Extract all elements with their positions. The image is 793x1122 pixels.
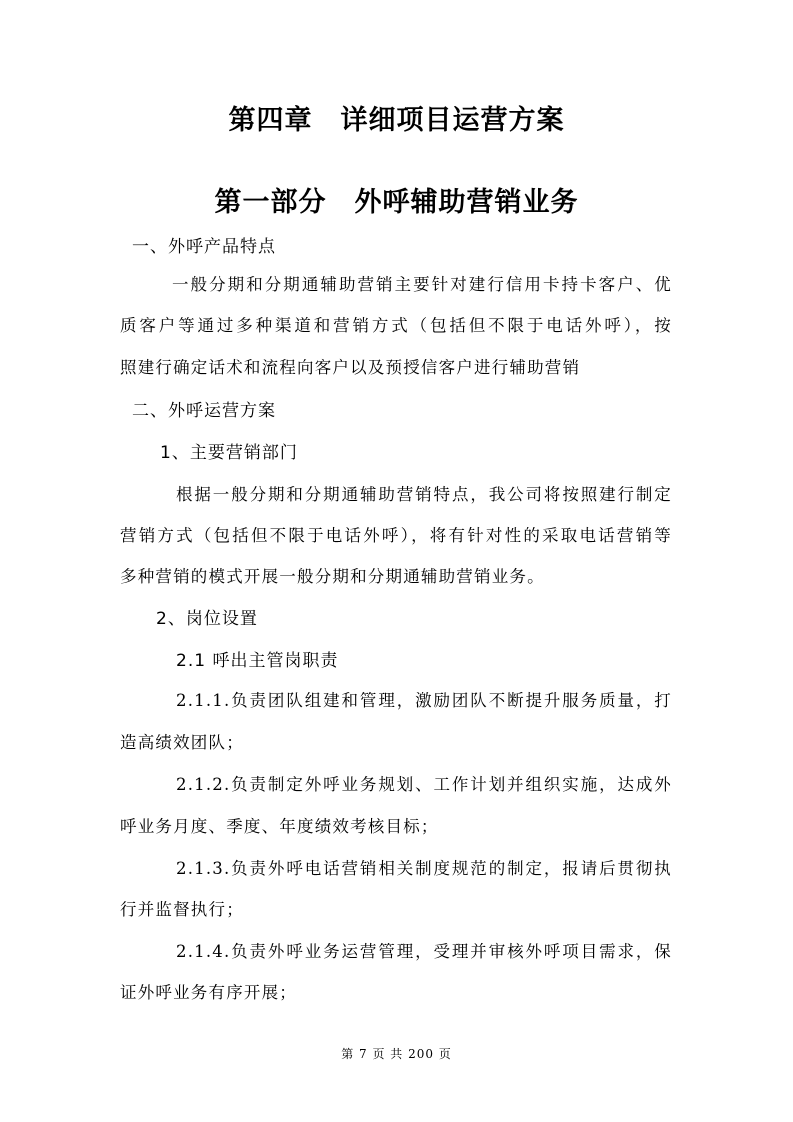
subsection-heading: 2、岗位设置 (156, 609, 258, 629)
list-item-line: 2.1.1.负责团队组建和管理，激励团队不断提升服务质量，打 (176, 691, 672, 710)
list-item-line: 行并监督执行； (120, 900, 244, 919)
page-footer: 第 7 页 共 200 页 (341, 1047, 452, 1061)
part-title: 第一部分 外呼辅助营销业务 (214, 187, 579, 218)
subsection-heading: 1、主要营销部门 (160, 443, 298, 463)
list-item-line: 2.1.3.负责外呼电话营销相关制度规范的制定，报请后贯彻执 (176, 859, 672, 878)
paragraph-line: 质客户等通过多种渠道和营销方式（包括但不限于电话外呼），按 (120, 316, 672, 335)
list-item-line: 2.1.2.负责制定外呼业务规划、工作计划并组织实施，达成外 (176, 775, 672, 794)
list-item-line: 2.1.4.负责外呼业务运营管理，受理并审核外呼项目需求，保 (176, 942, 672, 961)
paragraph-line: 根据一般分期和分期通辅助营销特点，我公司将按照建行制定 (176, 485, 672, 504)
paragraph-line: 营销方式（包括但不限于电话外呼），将有针对性的采取电话营销等 (120, 526, 672, 545)
subsubsection-heading: 2.1 呼出主管岗职责 (176, 651, 339, 671)
chapter-title: 第四章 详细项目运营方案 (228, 105, 565, 136)
paragraph-line: 一般分期和分期通辅助营销主要针对建行信用卡持卡客户、优 (172, 275, 672, 294)
list-item-line: 造高绩效团队； (120, 733, 244, 752)
paragraph-line: 照建行确定话术和流程向客户以及预授信客户进行辅助营销 (120, 358, 581, 377)
list-item-line: 呼业务月度、季度、年度绩效考核目标； (120, 817, 439, 836)
section-heading: 一、外呼产品特点 (132, 237, 276, 257)
section-heading: 二、外呼运营方案 (132, 401, 276, 421)
paragraph-line: 多种营销的模式开展一般分期和分期通辅助营销业务。 (120, 567, 545, 586)
list-item-line: 证外呼业务有序开展； (120, 983, 297, 1002)
